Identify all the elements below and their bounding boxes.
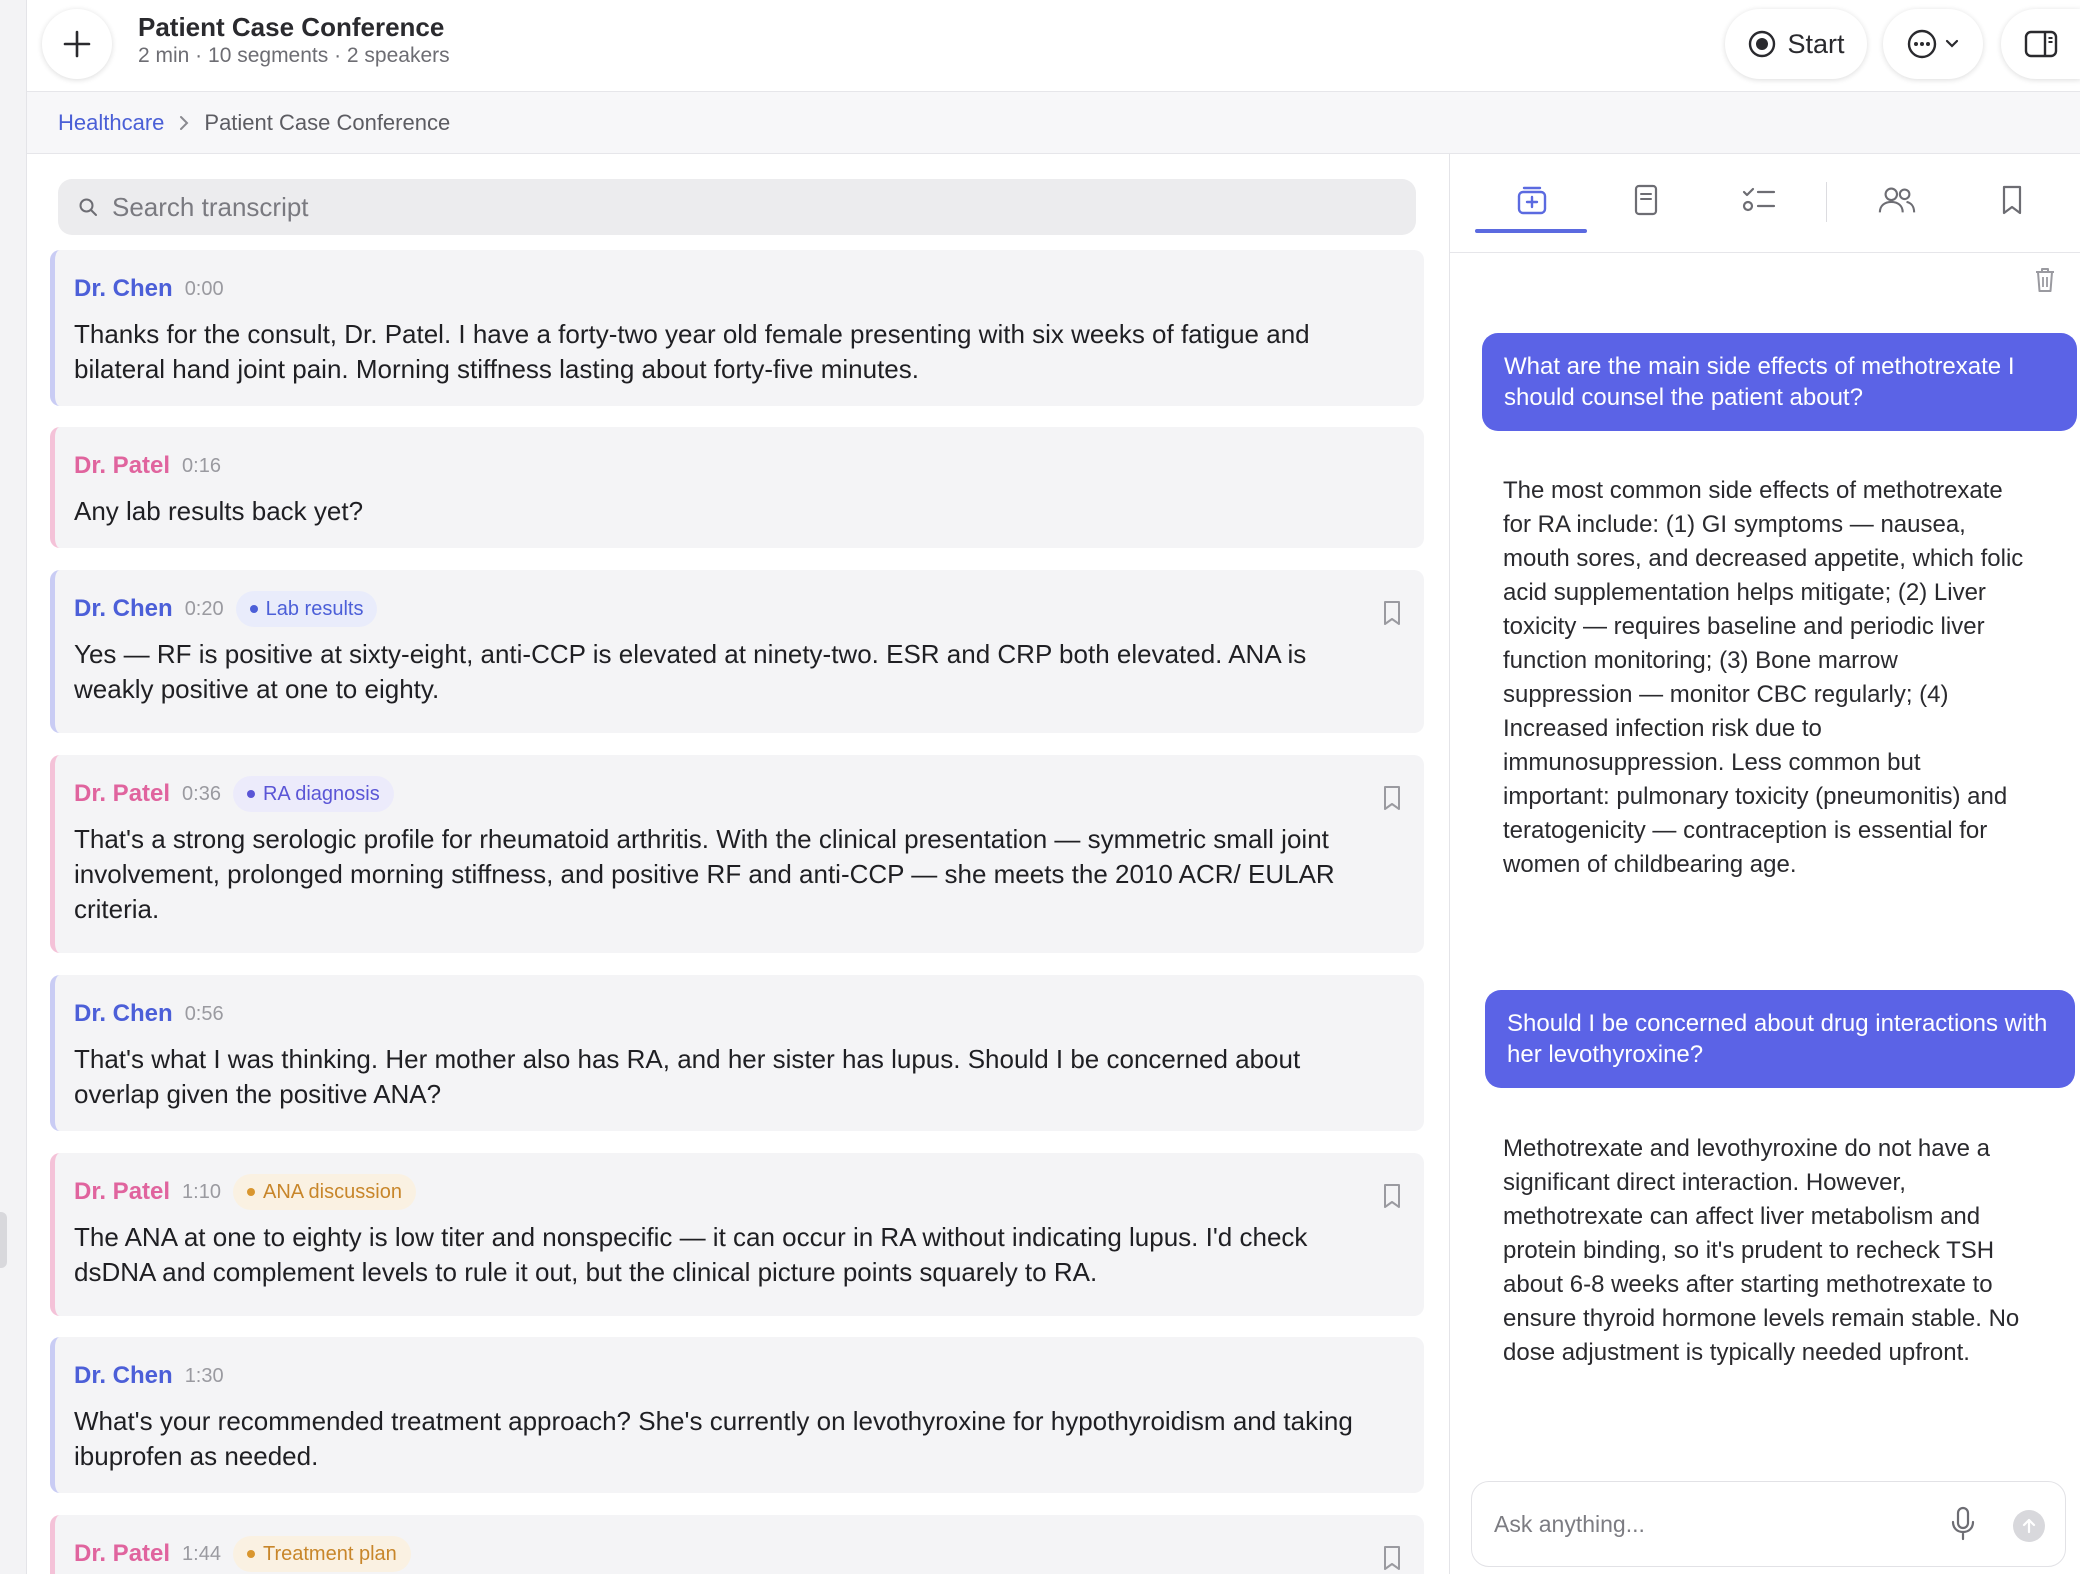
user-message: Should I be concerned about drug interactions with her levothyroxine? <box>1485 990 2075 1088</box>
transcript-segment[interactable] <box>50 1515 1424 1574</box>
plus-icon <box>62 29 92 59</box>
ask-input[interactable] <box>1494 1511 1944 1538</box>
topic-tag[interactable] <box>233 1174 416 1210</box>
tab-speakers[interactable] <box>1877 180 1917 220</box>
segment-timestamp[interactable]: 1:10 <box>182 1180 221 1203</box>
tab-ai-chat[interactable] <box>1512 180 1552 220</box>
breadcrumb-parent-link[interactable]: Healthcare <box>58 109 165 135</box>
record-icon <box>1747 29 1777 59</box>
new-recording-button[interactable] <box>42 9 112 79</box>
page-title: Patient Case Conference <box>138 12 445 42</box>
panel-tabs <box>1450 154 2080 253</box>
assistant-message: The most common side effects of methotrexate for RA include: (1) GI symptoms — nausea, mouth sores, and decreased appetite, which folic acid supplementation helps mitigate; (2) Liver toxicity — requires baseline and periodic liver function monitoring; (3) Bone marrow suppression — monitor CBC regularly; (4) Increased infection risk due to immunosuppression. Less common but important: pulmonary toxicity (pneumonitis) and teratogenicity — contraception is essential for women of childbearing age. <box>1503 477 2024 878</box>
ellipsis-circle-icon <box>1906 28 1938 60</box>
people-icon <box>1877 183 1917 217</box>
tag-label: ANA discussion <box>262 1180 402 1203</box>
tag-label: RA diagnosis <box>262 782 380 805</box>
speaker-name: Dr. Patel <box>74 780 171 807</box>
segment-text: That's what I was thinking. Her mother also has RA, and her sister has lupus. Should I be concerned about overlap given the positive ANA? <box>74 1044 1301 1109</box>
send-button[interactable] <box>2013 1510 2045 1542</box>
checklist-icon <box>1741 183 1777 217</box>
segment-timestamp[interactable]: 0:20 <box>184 597 224 620</box>
segment-text: Any lab results back yet? <box>74 496 364 526</box>
tag-label: Treatment plan <box>262 1542 397 1565</box>
tag-dot <box>247 1550 255 1558</box>
tag-dot <box>250 605 258 613</box>
tab-notes[interactable] <box>1626 180 1666 220</box>
transcript-segment[interactable] <box>50 427 1424 548</box>
bookmark-icon <box>2000 184 2024 216</box>
transcript-segment[interactable] <box>50 1337 1424 1493</box>
resize-handle[interactable] <box>0 1212 7 1268</box>
speaker-name: Dr. Patel <box>74 1540 171 1567</box>
start-button[interactable] <box>1725 9 1867 79</box>
segment-text: The ANA at one to eighty is low titer and nonspecific — it can occur in RA without indicating lupus. I'd check dsDNA and complement levels to rule it out, but the clinical picture points squarely to RA. <box>74 1222 1308 1287</box>
assistant-message: Methotrexate and levothyroxine do not have a significant direct interaction. However, methotrexate can affect liver metabolism and protein binding, so it's prudent to recheck TSH about 6-8 weeks after starting methotrexate to ensure thyroid hormone levels remain stable. No dose adjustment is typically needed upfront. <box>1503 1135 2020 1366</box>
speaker-name: Dr. Chen <box>74 595 173 622</box>
speaker-name: Dr. Chen <box>74 275 173 302</box>
header <box>27 0 2080 92</box>
active-tab-indicator <box>1475 229 1587 233</box>
segment-text: That's a strong serologic profile for rheumatoid arthritis. With the clinical presentation — symmetric small joint involvement, prolonged morning stiffness, and positive RF and anti-CCP — she meets the 2010 ACR/ EULAR criteria. <box>74 824 1335 924</box>
topic-tag[interactable] <box>236 591 378 627</box>
segment-timestamp[interactable]: 0:36 <box>182 782 221 805</box>
search-icon <box>78 197 98 217</box>
segment-timestamp[interactable]: 1:30 <box>184 1364 224 1387</box>
window-edge <box>0 0 27 1574</box>
ask-bar <box>1471 1481 2066 1567</box>
breadcrumb-current: Patient Case Conference <box>204 109 451 135</box>
toggle-sidebar-button[interactable] <box>2001 9 2080 79</box>
segment-timestamp[interactable]: 0:56 <box>184 1002 224 1025</box>
speaker-name: Dr. Patel <box>74 1178 171 1205</box>
speaker-name: Dr. Chen <box>74 1362 173 1389</box>
breadcrumb <box>27 92 2080 154</box>
topic-tag[interactable] <box>233 1536 411 1572</box>
speaker-name: Dr. Patel <box>74 452 171 479</box>
bookmark-icon[interactable] <box>1382 785 1402 811</box>
transcript-segment[interactable] <box>50 250 1424 406</box>
segment-timestamp[interactable]: 0:16 <box>182 454 221 477</box>
transcript-segment[interactable] <box>50 1153 1424 1316</box>
tag-dot <box>247 1188 255 1196</box>
segment-timestamp[interactable]: 1:44 <box>182 1542 221 1565</box>
ai-chat-icon <box>1515 183 1549 217</box>
recording-meta: 2 min · 10 segments · 2 speakers <box>138 44 450 67</box>
transcript-segment[interactable] <box>50 755 1424 953</box>
send-arrow-icon <box>2021 1517 2037 1535</box>
tab-divider <box>1826 182 1827 222</box>
speaker-name: Dr. Chen <box>74 1000 173 1027</box>
chevron-right-icon <box>178 114 190 132</box>
search-bar <box>58 179 1416 235</box>
segment-text: Yes — RF is positive at sixty-eight, anti-CCP is elevated at ninety-two. ESR and CRP both elevated. ANA is weakly positive at one to eighty. <box>74 639 1307 704</box>
tab-checklist[interactable] <box>1739 180 1779 220</box>
topic-tag[interactable] <box>233 776 394 812</box>
segment-timestamp[interactable]: 0:00 <box>184 277 224 300</box>
tag-label: Lab results <box>265 597 364 620</box>
transcript-segment[interactable] <box>50 975 1424 1131</box>
microphone-icon[interactable] <box>1950 1506 1976 1542</box>
tag-dot <box>247 790 255 798</box>
segment-text: What's your recommended treatment approach? She's currently on levothyroxine for hypothyroidism and taking ibuprofen as needed. <box>74 1406 1353 1471</box>
user-message: What are the main side effects of methotrexate I should counsel the patient about? <box>1482 333 2077 431</box>
start-label: Start <box>1787 28 1845 59</box>
more-options-button[interactable] <box>1883 9 1983 79</box>
segment-text: Thanks for the consult, Dr. Patel. I have a forty-two year old female presenting with six weeks of fatigue and bilateral hand joint pain. Morning stiffness lasting about forty-five minutes. <box>74 319 1310 384</box>
search-input[interactable] <box>112 192 1392 223</box>
sidebar-toggle-icon <box>2024 30 2058 58</box>
bookmark-icon[interactable] <box>1382 1183 1402 1209</box>
transcript-panel <box>27 154 1449 1574</box>
chevron-down-icon <box>1944 38 1960 50</box>
assistant-panel <box>1449 154 2080 1574</box>
trash-icon[interactable] <box>2033 266 2057 294</box>
bookmark-icon[interactable] <box>1382 1545 1402 1571</box>
notes-icon <box>1631 183 1661 217</box>
bookmark-icon[interactable] <box>1382 600 1402 626</box>
transcript-segment[interactable] <box>50 570 1424 733</box>
tab-bookmarks[interactable] <box>1992 180 2032 220</box>
